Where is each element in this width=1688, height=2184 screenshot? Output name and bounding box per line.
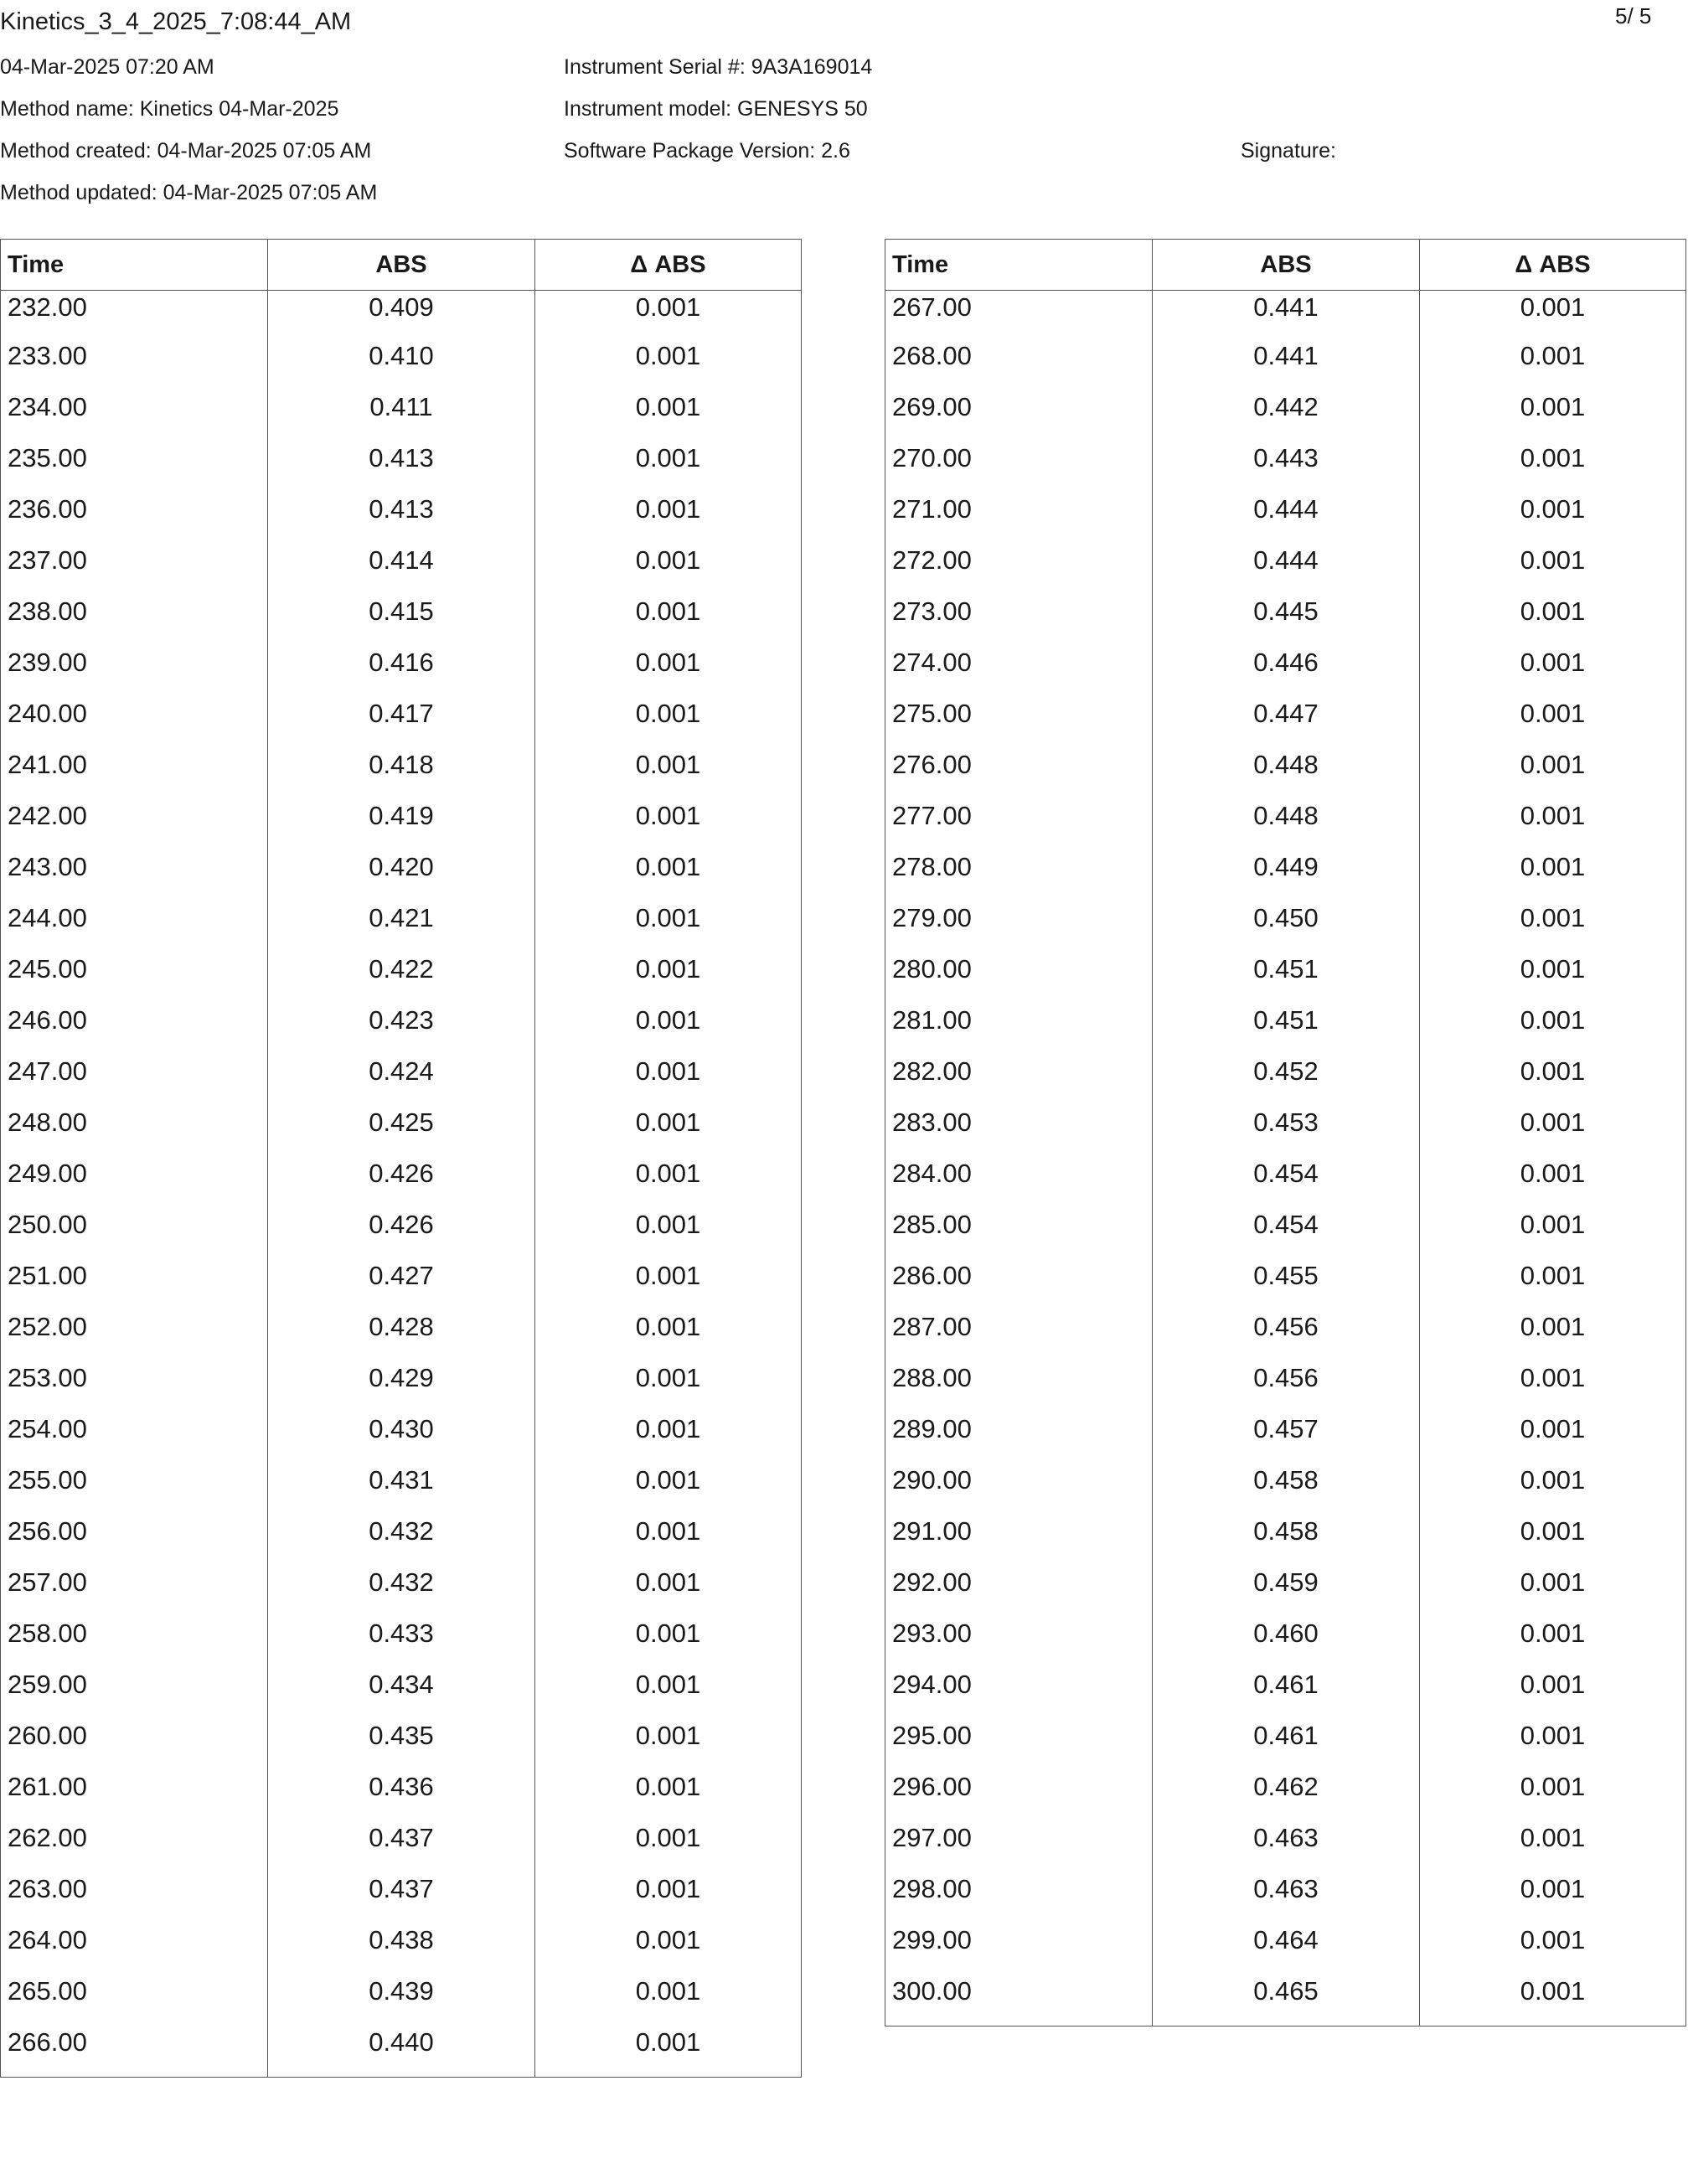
table-row	[1, 1668, 802, 1719]
cell-time: 266.00	[1, 2026, 268, 2078]
cell-time: 285.00	[885, 1208, 1153, 1259]
table-row	[1, 339, 802, 390]
cell-abs: 0.426	[268, 1208, 535, 1259]
table-row	[1, 595, 802, 646]
table-row	[885, 1106, 1686, 1157]
cell-abs: 0.455	[1153, 1259, 1420, 1310]
instrument-model: Instrument model: GENESYS 50	[564, 97, 868, 121]
cell-delta-abs: 0.001	[1420, 390, 1686, 441]
table-row	[1, 901, 802, 953]
cell-delta-abs: 0.001	[535, 1975, 802, 2026]
table-row	[1, 799, 802, 850]
table-row	[1, 646, 802, 697]
cell-delta-abs: 0.001	[1420, 1872, 1686, 1923]
cell-abs: 0.451	[1153, 1004, 1420, 1055]
table-row	[885, 493, 1686, 544]
cell-abs: 0.411	[268, 390, 535, 441]
cell-time: 251.00	[1, 1259, 268, 1310]
table-row	[1, 1106, 802, 1157]
cell-abs: 0.464	[1153, 1923, 1420, 1975]
cell-time: 235.00	[1, 441, 268, 493]
table-row	[1, 850, 802, 901]
cell-time: 296.00	[885, 1770, 1153, 1821]
cell-delta-abs: 0.001	[1420, 595, 1686, 646]
cell-time: 232.00	[1, 291, 268, 340]
cell-time: 268.00	[885, 339, 1153, 390]
table-row	[885, 1310, 1686, 1361]
cell-delta-abs: 0.001	[535, 1004, 802, 1055]
method-created: Method created: 04-Mar-2025 07:05 AM	[0, 139, 372, 163]
cell-time: 249.00	[1, 1157, 268, 1208]
cell-delta-abs: 0.001	[1420, 1208, 1686, 1259]
cell-abs: 0.424	[268, 1055, 535, 1106]
cell-time: 233.00	[1, 339, 268, 390]
cell-delta-abs: 0.001	[535, 1361, 802, 1412]
table-row	[885, 1004, 1686, 1055]
cell-delta-abs: 0.001	[1420, 1361, 1686, 1412]
cell-time: 291.00	[885, 1515, 1153, 1566]
cell-time: 253.00	[1, 1361, 268, 1412]
table-row	[1, 1412, 802, 1464]
cell-delta-abs: 0.001	[535, 1566, 802, 1617]
cell-time: 280.00	[885, 953, 1153, 1004]
cell-abs: 0.434	[268, 1668, 535, 1719]
table-row	[885, 1412, 1686, 1464]
cell-delta-abs: 0.001	[1420, 1412, 1686, 1464]
cell-abs: 0.439	[268, 1975, 535, 2026]
cell-delta-abs: 0.001	[1420, 1310, 1686, 1361]
table-row	[1, 953, 802, 1004]
cell-time: 255.00	[1, 1464, 268, 1515]
table-row	[885, 1617, 1686, 1668]
cell-delta-abs: 0.001	[1420, 1770, 1686, 1821]
cell-abs: 0.410	[268, 339, 535, 390]
cell-delta-abs: 0.001	[535, 1055, 802, 1106]
cell-abs: 0.451	[1153, 953, 1420, 1004]
cell-delta-abs: 0.001	[535, 339, 802, 390]
cell-time: 240.00	[1, 697, 268, 748]
cell-abs: 0.436	[268, 1770, 535, 1821]
table-header-row	[885, 240, 1686, 291]
table-row	[1, 1310, 802, 1361]
cell-abs: 0.456	[1153, 1361, 1420, 1412]
cell-abs: 0.458	[1153, 1515, 1420, 1566]
cell-delta-abs: 0.001	[535, 390, 802, 441]
table-row	[885, 1770, 1686, 1821]
cell-abs: 0.449	[1153, 850, 1420, 901]
cell-delta-abs: 0.001	[1420, 493, 1686, 544]
cell-delta-abs: 0.001	[535, 1106, 802, 1157]
table-row	[1, 1821, 802, 1872]
cell-time: 274.00	[885, 646, 1153, 697]
cell-abs: 0.463	[1153, 1821, 1420, 1872]
cell-delta-abs: 0.001	[1420, 697, 1686, 748]
cell-delta-abs: 0.001	[1420, 1719, 1686, 1770]
cell-delta-abs: 0.001	[535, 1208, 802, 1259]
cell-abs: 0.417	[268, 697, 535, 748]
cell-delta-abs: 0.001	[1420, 1004, 1686, 1055]
cell-delta-abs: 0.001	[535, 1872, 802, 1923]
cell-abs: 0.413	[268, 441, 535, 493]
cell-time: 275.00	[885, 697, 1153, 748]
cell-time: 265.00	[1, 1975, 268, 2026]
table-row	[885, 390, 1686, 441]
cell-time: 281.00	[885, 1004, 1153, 1055]
cell-delta-abs: 0.001	[535, 1719, 802, 1770]
cell-delta-abs: 0.001	[535, 901, 802, 953]
cell-delta-abs: 0.001	[1420, 1464, 1686, 1515]
method-updated: Method updated: 04-Mar-2025 07:05 AM	[0, 181, 378, 204]
table-row	[885, 1515, 1686, 1566]
table-row	[885, 544, 1686, 595]
cell-time: 247.00	[1, 1055, 268, 1106]
cell-delta-abs: 0.001	[535, 441, 802, 493]
cell-abs: 0.442	[1153, 390, 1420, 441]
cell-abs: 0.435	[268, 1719, 535, 1770]
cell-delta-abs: 0.001	[1420, 1668, 1686, 1719]
cell-delta-abs: 0.001	[1420, 1821, 1686, 1872]
table-row	[1, 493, 802, 544]
table-row	[885, 1208, 1686, 1259]
cell-time: 273.00	[885, 595, 1153, 646]
cell-abs: 0.454	[1153, 1208, 1420, 1259]
cell-delta-abs: 0.001	[1420, 1259, 1686, 1310]
cell-time: 269.00	[885, 390, 1153, 441]
cell-abs: 0.444	[1153, 493, 1420, 544]
table-row	[1, 1566, 802, 1617]
table-header-row	[1, 240, 802, 291]
cell-time: 272.00	[885, 544, 1153, 595]
table-row	[885, 339, 1686, 390]
cell-abs: 0.458	[1153, 1464, 1420, 1515]
cell-delta-abs: 0.001	[535, 1770, 802, 1821]
cell-delta-abs: 0.001	[535, 1157, 802, 1208]
cell-delta-abs: 0.001	[1420, 339, 1686, 390]
table-row	[885, 1872, 1686, 1923]
cell-abs: 0.419	[268, 799, 535, 850]
cell-delta-abs: 0.001	[1420, 291, 1686, 340]
cell-abs: 0.460	[1153, 1617, 1420, 1668]
cell-delta-abs: 0.001	[535, 1617, 802, 1668]
cell-delta-abs: 0.001	[535, 1821, 802, 1872]
cell-time: 239.00	[1, 646, 268, 697]
table-row	[1, 544, 802, 595]
cell-delta-abs: 0.001	[1420, 799, 1686, 850]
cell-time: 243.00	[1, 850, 268, 901]
cell-abs: 0.429	[268, 1361, 535, 1412]
table-row	[885, 1464, 1686, 1515]
table-row	[885, 953, 1686, 1004]
table-row	[1, 1975, 802, 2026]
cell-abs: 0.422	[268, 953, 535, 1004]
cell-time: 241.00	[1, 748, 268, 799]
table-row	[885, 646, 1686, 697]
table-row	[1, 1515, 802, 1566]
table-row	[1, 1259, 802, 1310]
cell-time: 298.00	[885, 1872, 1153, 1923]
column-header-time: Time	[1, 240, 268, 291]
cell-delta-abs: 0.001	[535, 646, 802, 697]
cell-abs: 0.432	[268, 1566, 535, 1617]
cell-abs: 0.465	[1153, 1975, 1420, 2027]
table-row	[885, 1157, 1686, 1208]
cell-abs: 0.413	[268, 493, 535, 544]
table-row	[885, 901, 1686, 953]
cell-delta-abs: 0.001	[535, 291, 802, 340]
cell-time: 246.00	[1, 1004, 268, 1055]
cell-abs: 0.441	[1153, 291, 1420, 340]
table-row	[1, 390, 802, 441]
cell-abs: 0.459	[1153, 1566, 1420, 1617]
cell-delta-abs: 0.001	[535, 544, 802, 595]
cell-delta-abs: 0.001	[535, 2026, 802, 2078]
cell-delta-abs: 0.001	[535, 850, 802, 901]
table-row	[1, 1208, 802, 1259]
cell-abs: 0.462	[1153, 1770, 1420, 1821]
report-datetime: 04-Mar-2025 07:20 AM	[0, 55, 214, 79]
cell-time: 256.00	[1, 1515, 268, 1566]
cell-delta-abs: 0.001	[1420, 1055, 1686, 1106]
cell-delta-abs: 0.001	[1420, 850, 1686, 901]
table-row	[1, 1004, 802, 1055]
cell-abs: 0.431	[268, 1464, 535, 1515]
cell-abs: 0.425	[268, 1106, 535, 1157]
cell-abs: 0.450	[1153, 901, 1420, 953]
cell-time: 299.00	[885, 1923, 1153, 1975]
cell-time: 254.00	[1, 1412, 268, 1464]
cell-abs: 0.409	[268, 291, 535, 340]
table-row	[885, 799, 1686, 850]
cell-delta-abs: 0.001	[1420, 901, 1686, 953]
cell-time: 242.00	[1, 799, 268, 850]
cell-abs: 0.430	[268, 1412, 535, 1464]
cell-time: 292.00	[885, 1566, 1153, 1617]
cell-time: 271.00	[885, 493, 1153, 544]
cell-time: 284.00	[885, 1157, 1153, 1208]
cell-time: 297.00	[885, 1821, 1153, 1872]
signature-label: Signature:	[1241, 139, 1336, 163]
data-table-right	[885, 239, 1686, 2027]
table-row	[885, 595, 1686, 646]
software-version: Software Package Version: 2.6	[564, 139, 850, 163]
cell-time: 234.00	[1, 390, 268, 441]
cell-time: 286.00	[885, 1259, 1153, 1310]
cell-delta-abs: 0.001	[535, 1515, 802, 1566]
cell-time: 259.00	[1, 1668, 268, 1719]
cell-time: 293.00	[885, 1617, 1153, 1668]
table-row	[885, 441, 1686, 493]
instrument-serial: Instrument Serial #: 9A3A169014	[564, 55, 873, 79]
cell-abs: 0.456	[1153, 1310, 1420, 1361]
cell-abs: 0.420	[268, 850, 535, 901]
cell-abs: 0.448	[1153, 799, 1420, 850]
cell-delta-abs: 0.001	[535, 748, 802, 799]
cell-time: 295.00	[885, 1719, 1153, 1770]
cell-time: 277.00	[885, 799, 1153, 850]
cell-delta-abs: 0.001	[535, 1464, 802, 1515]
column-header-delta-abs: Δ ABS	[1420, 240, 1686, 291]
cell-abs: 0.415	[268, 595, 535, 646]
table-row	[885, 1975, 1686, 2027]
cell-time: 270.00	[885, 441, 1153, 493]
cell-abs: 0.448	[1153, 748, 1420, 799]
table-row	[885, 291, 1686, 340]
cell-time: 252.00	[1, 1310, 268, 1361]
table-row	[1, 1361, 802, 1412]
cell-time: 257.00	[1, 1566, 268, 1617]
cell-abs: 0.443	[1153, 441, 1420, 493]
table-row	[885, 1361, 1686, 1412]
cell-abs: 0.437	[268, 1872, 535, 1923]
cell-abs: 0.426	[268, 1157, 535, 1208]
cell-abs: 0.446	[1153, 646, 1420, 697]
cell-delta-abs: 0.001	[1420, 1617, 1686, 1668]
cell-abs: 0.427	[268, 1259, 535, 1310]
table-row	[885, 1055, 1686, 1106]
cell-delta-abs: 0.001	[535, 1923, 802, 1975]
table-row	[1, 1719, 802, 1770]
cell-time: 263.00	[1, 1872, 268, 1923]
cell-time: 267.00	[885, 291, 1153, 340]
table-row	[885, 697, 1686, 748]
column-header-delta-abs: Δ ABS	[535, 240, 802, 291]
cell-abs: 0.440	[268, 2026, 535, 2078]
cell-time: 294.00	[885, 1668, 1153, 1719]
cell-delta-abs: 0.001	[1420, 441, 1686, 493]
table-row	[1, 1872, 802, 1923]
cell-time: 287.00	[885, 1310, 1153, 1361]
table-row	[1, 2026, 802, 2078]
cell-delta-abs: 0.001	[535, 493, 802, 544]
cell-delta-abs: 0.001	[1420, 1515, 1686, 1566]
cell-abs: 0.453	[1153, 1106, 1420, 1157]
table-row	[1, 1617, 802, 1668]
cell-time: 261.00	[1, 1770, 268, 1821]
table-row	[1, 697, 802, 748]
cell-time: 260.00	[1, 1719, 268, 1770]
column-header-abs: ABS	[1153, 240, 1420, 291]
cell-time: 283.00	[885, 1106, 1153, 1157]
cell-delta-abs: 0.001	[1420, 748, 1686, 799]
method-name: Method name: Kinetics 04-Mar-2025	[0, 97, 339, 121]
cell-time: 248.00	[1, 1106, 268, 1157]
cell-delta-abs: 0.001	[1420, 1566, 1686, 1617]
cell-delta-abs: 0.001	[535, 1310, 802, 1361]
table-row	[885, 850, 1686, 901]
cell-abs: 0.437	[268, 1821, 535, 1872]
table-row	[1, 1923, 802, 1975]
cell-abs: 0.454	[1153, 1157, 1420, 1208]
cell-delta-abs: 0.001	[1420, 544, 1686, 595]
table-row	[885, 1923, 1686, 1975]
cell-delta-abs: 0.001	[535, 1259, 802, 1310]
cell-time: 238.00	[1, 595, 268, 646]
cell-time: 300.00	[885, 1975, 1153, 2027]
table-row	[1, 1464, 802, 1515]
cell-delta-abs: 0.001	[535, 697, 802, 748]
data-table-left	[0, 239, 802, 2078]
table-row	[1, 1770, 802, 1821]
cell-abs: 0.461	[1153, 1668, 1420, 1719]
cell-delta-abs: 0.001	[1420, 1106, 1686, 1157]
cell-abs: 0.433	[268, 1617, 535, 1668]
cell-time: 237.00	[1, 544, 268, 595]
cell-time: 276.00	[885, 748, 1153, 799]
table-row	[885, 1668, 1686, 1719]
cell-abs: 0.444	[1153, 544, 1420, 595]
cell-time: 282.00	[885, 1055, 1153, 1106]
table-row	[1, 441, 802, 493]
cell-delta-abs: 0.001	[1420, 646, 1686, 697]
cell-delta-abs: 0.001	[1420, 1923, 1686, 1975]
report-title: Kinetics_3_4_2025_7:08:44_AM	[0, 8, 352, 35]
cell-delta-abs: 0.001	[1420, 1157, 1686, 1208]
cell-abs: 0.457	[1153, 1412, 1420, 1464]
cell-time: 278.00	[885, 850, 1153, 901]
cell-abs: 0.423	[268, 1004, 535, 1055]
cell-abs: 0.416	[268, 646, 535, 697]
cell-delta-abs: 0.001	[535, 799, 802, 850]
cell-time: 264.00	[1, 1923, 268, 1975]
cell-abs: 0.421	[268, 901, 535, 953]
cell-time: 258.00	[1, 1617, 268, 1668]
cell-time: 244.00	[1, 901, 268, 953]
table-row	[885, 1821, 1686, 1872]
cell-delta-abs: 0.001	[535, 1412, 802, 1464]
page-number: 5/ 5	[1615, 3, 1652, 28]
cell-delta-abs: 0.001	[535, 1668, 802, 1719]
table-row	[1, 291, 802, 340]
table-row	[1, 1157, 802, 1208]
cell-abs: 0.432	[268, 1515, 535, 1566]
table-row	[885, 748, 1686, 799]
cell-time: 288.00	[885, 1361, 1153, 1412]
cell-abs: 0.441	[1153, 339, 1420, 390]
cell-time: 290.00	[885, 1464, 1153, 1515]
cell-time: 279.00	[885, 901, 1153, 953]
cell-abs: 0.445	[1153, 595, 1420, 646]
cell-time: 289.00	[885, 1412, 1153, 1464]
table-row	[885, 1719, 1686, 1770]
cell-abs: 0.438	[268, 1923, 535, 1975]
cell-abs: 0.428	[268, 1310, 535, 1361]
cell-abs: 0.447	[1153, 697, 1420, 748]
table-row	[885, 1566, 1686, 1617]
table-row	[885, 1259, 1686, 1310]
column-header-abs: ABS	[268, 240, 535, 291]
cell-abs: 0.463	[1153, 1872, 1420, 1923]
cell-time: 262.00	[1, 1821, 268, 1872]
cell-abs: 0.461	[1153, 1719, 1420, 1770]
cell-delta-abs: 0.001	[535, 595, 802, 646]
table-row	[1, 1055, 802, 1106]
cell-abs: 0.452	[1153, 1055, 1420, 1106]
cell-time: 236.00	[1, 493, 268, 544]
cell-delta-abs: 0.001	[1420, 1975, 1686, 2027]
column-header-time: Time	[885, 240, 1153, 291]
table-row	[1, 748, 802, 799]
cell-delta-abs: 0.001	[1420, 953, 1686, 1004]
cell-abs: 0.414	[268, 544, 535, 595]
cell-time: 245.00	[1, 953, 268, 1004]
cell-time: 250.00	[1, 1208, 268, 1259]
cell-delta-abs: 0.001	[535, 953, 802, 1004]
cell-abs: 0.418	[268, 748, 535, 799]
